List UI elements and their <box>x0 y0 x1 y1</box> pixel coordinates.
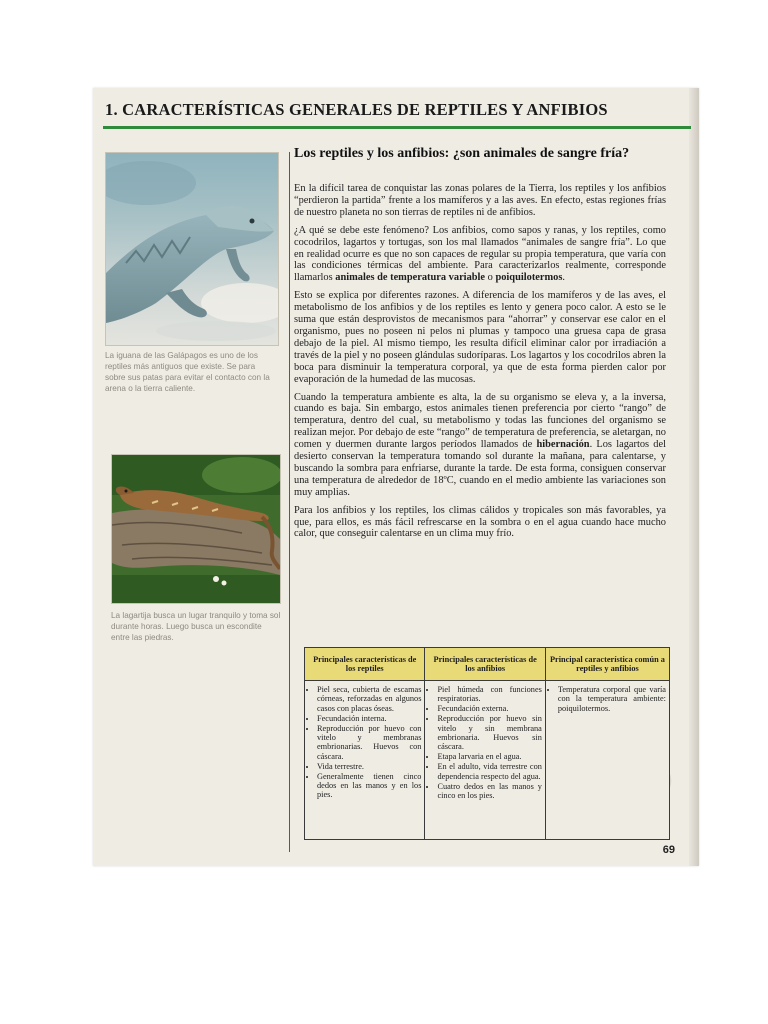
table-row <box>305 681 670 840</box>
list-item: • Fecundación interna. <box>317 714 421 723</box>
list-item: • Vida terrestre. <box>317 762 421 771</box>
list-item: • Piel seca, cubierta de escamas córneas, reforzadas en algunos casos con placas óseas. <box>317 685 421 713</box>
list-item: • Temperatura corporal que varía con la temperatura ambiente: poiquilotermos. <box>558 685 666 713</box>
paragraph-5: Para los anfibios y los reptiles, los climas cálidos y tropicales son más favorables, ya que, para ellos, es más fácil refrescarse en la sombra o en el agua cuando hace mucho calor, que conseguir calentarse en un clima muy frío. <box>294 504 666 540</box>
table-header-comun: Principal característica común a reptiles y anfibios <box>545 648 669 681</box>
list-item: • Reproducción por huevo sin vitelo y sin membrana embrionaria. Huevos sin cáscara. <box>437 714 541 752</box>
photo-caption-iguana: La iguana de las Galápagos es uno de los reptiles más antiguos que existe. Se para sobre sus patas para evitar el contacto con la arena o la tierra caliente. <box>105 351 270 393</box>
article-title: Los reptiles y los anfibios: ¿son animales de sangre fría? <box>294 146 630 161</box>
table-cell-reptiles <box>305 681 425 840</box>
paragraph-1: En la difícil tarea de conquistar las zonas polares de la Tierra, los reptiles y los anfibios “perdieron la partida” frente a los mamíferos y a las aves. En efecto, estas regiones frías de nuestro planeta no son tierras de reptiles ni de anfibios. <box>294 183 666 218</box>
list-item: • Piel húmeda con funciones respiratorias. <box>437 685 541 704</box>
table-header-anfibios: Principales características de los anfibios <box>425 648 545 681</box>
list-anfibios <box>428 685 541 800</box>
characteristics-table <box>304 647 670 840</box>
lizard-photo-icon <box>111 454 281 604</box>
term-poiquilotermos: poiquilotermos <box>495 272 563 284</box>
list-item: • Generalmente tienen cinco dedos en las manos y en los pies. <box>317 772 421 800</box>
paragraph-4-text-c: . Los lagartos del desierto conservan la temperatura tomando sol durante la mañana, para calentarse, y buscando la sombra para enfriarse, durante la tarde. De esta forma, consiguen conservar una temperatura de alrededor de 18ºC, cuando en el medio ambiente las variaciones son muy amplias. <box>294 439 666 498</box>
list-item: • Etapa larvaria en el agua. <box>437 752 541 761</box>
paragraph-4 <box>294 392 666 499</box>
list-item: • Reproducción por huevo con vitelo y membranas embrionarias. Huevos con cáscara. <box>317 724 421 762</box>
table-header-reptiles: Principales características de los reptiles <box>305 648 425 681</box>
book-page <box>93 88 699 866</box>
paragraph-4-text-a: Cuando la temperatura ambiente es alta, la de su organismo se eleva y, a la inversa, cuando es baja. Sin embargo, estos animales tienen preferencia por cierto “rango” de temperatura, dentro del cual, su metabolismo y todas las funciones del organismo se realizan mejor. Por debajo de este “rango” de temperatura de preferencia, se aletargan, no comen y duermen durante largos períodos llamados de <box>294 391 666 451</box>
page-number: 69 <box>662 844 675 856</box>
iguana-photo-icon <box>105 152 279 346</box>
list-reptiles <box>308 685 421 800</box>
term-hibernacion: hibernación <box>536 439 590 451</box>
page-title: 1. CARACTERÍSTICAS GENERALES DE REPTILES Y ANFIBIOS <box>105 100 608 119</box>
paragraph-2 <box>294 225 666 285</box>
paragraph-2-text-d: . <box>562 272 566 284</box>
paragraph-2-text-a: ¿A qué se debe este fenómeno? Los anfibios, como sapos y ranas, y los reptiles, como cocodrilos, lagartos y tortugas, son los mal llamados “animales de sangre fría”. Lo que en realidad ocurre es que no son capaces de regular su propia temperatura, que varía con las condiciones térmicas del ambiente. Para caracterizarlos realmente, corresponde llamarlos <box>294 224 666 284</box>
paragraph-2-text-c: o <box>485 272 496 284</box>
column-divider <box>289 152 290 852</box>
photo-caption-lizard: La lagartija busca un lugar tranquilo y toma sol durante horas. Luego busca un escondite entre las piedras. <box>111 611 281 642</box>
header-rule <box>103 126 691 129</box>
list-item: • Fecundación externa. <box>437 704 541 713</box>
list-item: • Cuatro dedos en las manos y cinco en los pies. <box>437 782 541 801</box>
table-cell-anfibios <box>425 681 545 840</box>
list-item: • En el adulto, vida terrestre con dependencia respecto del agua. <box>437 762 541 781</box>
term-temperatura-variable: animales de temperatura variable <box>335 272 486 284</box>
list-comun <box>549 685 666 713</box>
paragraph-3: Esto se explica por diferentes razones. A diferencia de los mamíferos y de las aves, el metabolismo de los anfibios y de los reptiles es lento y genera poco calor. A esto se le suma que están desprovistos de mecanismos para “ahorrar” y conservar ese calor en el organismo, pues no poseen ni pelos ni plumas y tampoco una gruesa capa de grasa debajo de la piel. Al mismo tiempo, les resulta difícil eliminar calor por irradiación a través de la piel y no poseen glándulas sudoríparas. Los lagartos y los cocodrilos abren la boca para disminuir la temperatura corporal, ya que de esta forma pierden calor por evaporación de la humedad de las mucosas. <box>294 290 666 385</box>
table-header-row <box>305 648 670 681</box>
table-cell-comun <box>545 681 669 840</box>
page-edge <box>689 88 699 866</box>
article-body <box>294 183 666 546</box>
